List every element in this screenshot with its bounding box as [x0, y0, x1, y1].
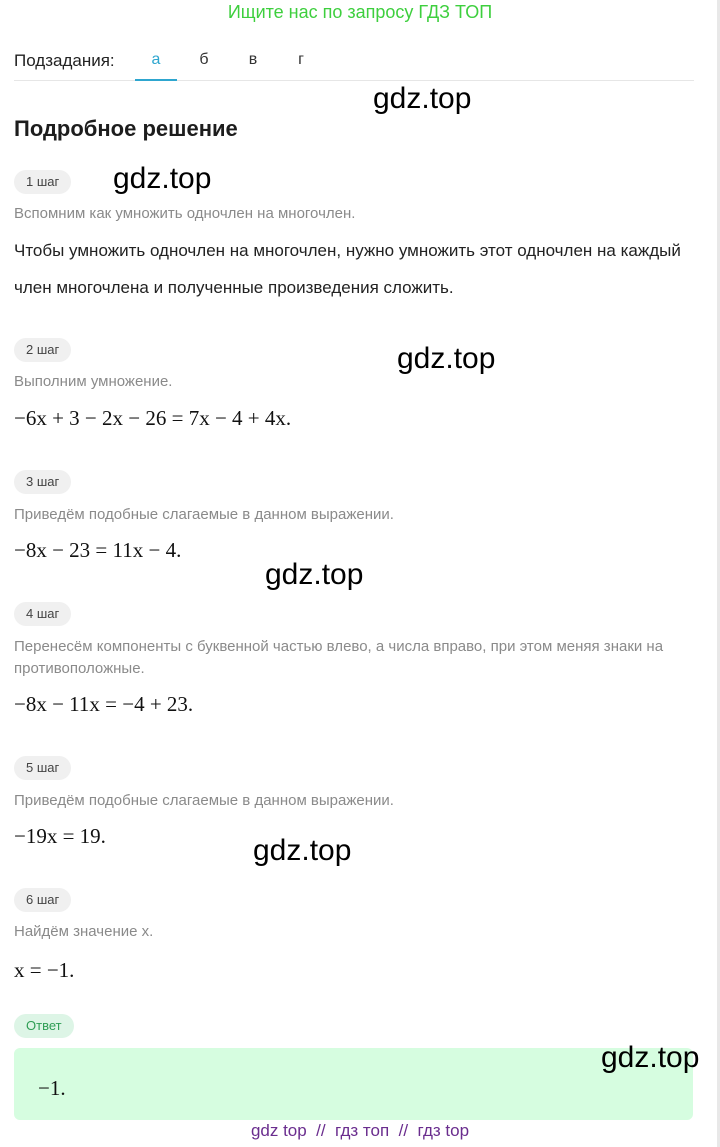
tab-v[interactable]: в: [248, 51, 258, 68]
step-hint: Выполним умножение.: [14, 373, 173, 390]
step-formula: −8x − 23 = 11x − 4.: [14, 538, 182, 562]
step-badge: 6 шаг: [14, 888, 71, 912]
tab-b[interactable]: б: [199, 51, 209, 68]
step-hint: Приведём подобные слагаемые в данном выражении.: [14, 792, 394, 809]
watermark: gdz.top: [373, 82, 472, 115]
watermark: gdz.top: [397, 342, 496, 375]
tab-a[interactable]: а: [135, 48, 177, 81]
answer-badge: Ответ: [14, 1014, 74, 1038]
solution-heading: Подробное решение: [14, 116, 238, 141]
watermark: gdz.top: [113, 162, 212, 195]
step-hint: Перенесём компоненты с буквенной частью влево, а числа вправо, при этом меняя знаки на противоположные.: [14, 638, 664, 677]
footer-links[interactable]: gdz top // гдз топ // гдз top: [250, 1121, 470, 1140]
watermark: gdz.top: [253, 834, 352, 867]
step-hint: Найдём значение x.: [14, 923, 154, 940]
step-formula: −6x + 3 − 2x − 26 = 7x − 4 + 4x.: [14, 406, 292, 430]
step-formula: −19x = 19.: [14, 824, 106, 848]
step-badge: 1 шаг: [14, 170, 71, 194]
tab-g[interactable]: г: [298, 51, 304, 68]
answer-value: −1.: [38, 1076, 66, 1100]
subtasks-label: Подзадания:: [14, 51, 115, 70]
step-badge: 2 шаг: [14, 338, 71, 362]
step-hint: Приведём подобные слагаемые в данном выражении.: [14, 506, 394, 523]
answer-box: [14, 1048, 693, 1120]
subtasks-tabs: [14, 48, 694, 81]
step-badge: 3 шаг: [14, 470, 71, 494]
promo-banner[interactable]: Ищите нас по запросу ГДЗ ТОП: [227, 2, 493, 22]
watermark: gdz.top: [265, 558, 364, 591]
step-hint: Вспомним как умножить одночлен на многочлен.: [14, 205, 356, 222]
step-formula: −8x − 11x = −4 + 23.: [14, 692, 194, 716]
step-badge: 4 шаг: [14, 602, 71, 626]
step-badge: 5 шаг: [14, 756, 71, 780]
step-text: Чтобы умножить одночлен на многочлен, нужно умножить этот одночлен на каждый член многочлена и полученные произведения сложить.: [14, 241, 681, 297]
step-formula: x = −1.: [14, 958, 75, 982]
watermark: gdz.top: [601, 1041, 700, 1074]
